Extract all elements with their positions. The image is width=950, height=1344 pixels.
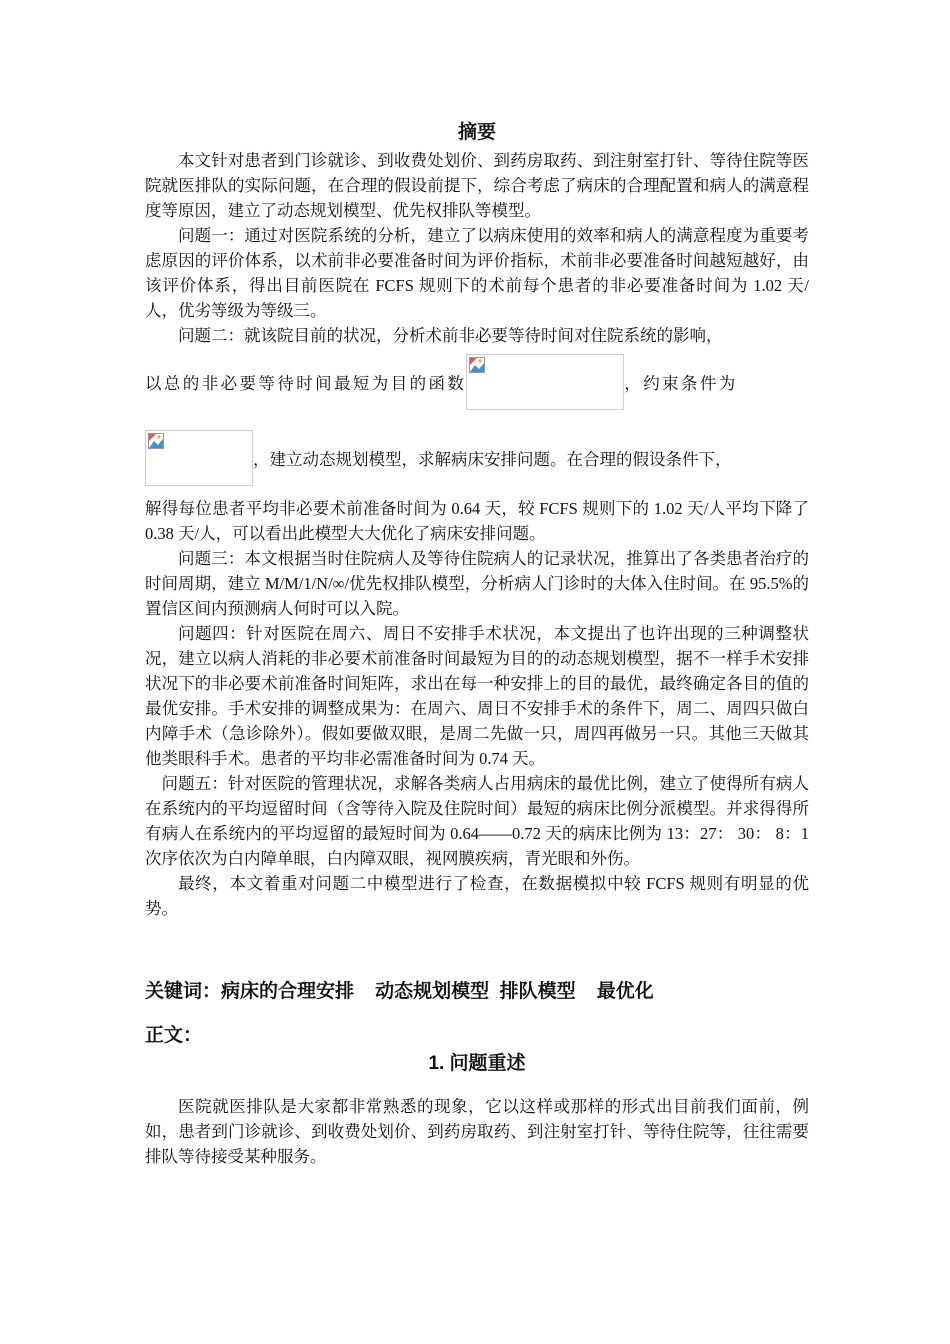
problem-1-paragraph: 问题一：通过对医院系统的分析，建立了以病床使用的效率和病人的满意程度为重要考虑原因的评价体系，以术前非必要准备时间为评价指标，术前非必要准备时间越短越好，由该评价体系，得出目前医院在 FCFS 规则下的术前每个患者的非必要准备时间为 1.02 天/人，优劣等级为等级三。 [145, 226, 809, 320]
problem-5-paragraph: 问题五：针对医院的管理状况，求解各类病人占用病床的最优比例，建立了使得所有病人在系统内的平均逗留时间（含等待入院及住院时间）最短的病床比例分派模型。并求得得所有病人在系统内的平均逗留的最短时间为 0.64——0.72 天的病床比例为 13：27： 30： 8：1 次序依次为白内障单眼，白内障双眼，视网膜疾病，青光眼和外伤。 [145, 774, 809, 868]
problem-4-paragraph: 问题四：针对医院在周六、周日不安排手术状况，本文提出了也许出现的三种调整状况，建立以病人消耗的非必要术前准备时间最短为目的的动态规划模型，据不一样手术安排状况下的非必要术前准备时间矩阵，求出在每一种安排上的目的最优，最终确定各目的值的最优安排。手术安排的调整成果为：在周六、周日不安排手术的条件下，周二、周四只做白内障手术（急诊除外）。假如要做双眼，是周二先做一只，周四再做另一只。其他三天做其他类眼科手术。患者的平均非必需准备时间为 0.74 天。 [145, 624, 809, 768]
objective-function-image [466, 354, 624, 410]
broken-image-icon [469, 357, 485, 373]
problem-2-paragraph-start: 问题二：就该院目前的状况，分析术前非必要等待时间对住院系统的影响， [178, 326, 723, 345]
abstract-intro-paragraph: 本文针对患者到门诊就诊、到收费处划价、到药房取药、到注射室打针、等待住院等医院就医排队的实际问题，在合理的假设前提下，综合考虑了病床的合理配置和病人的满意程度等原因，建立了动态规划模型、优先权排队等模型。 [145, 151, 809, 220]
section-1-paragraph: 医院就医排队是大家都非常熟悉的现象，它以这样或那样的形式出目前我们面前，例如，患者到门诊就诊、到收费处划价、到药房取药、到注射室打针、等待住院等，往往需要排队等待接受某种服务。 [145, 1096, 809, 1166]
problem-2-result-paragraph: 解得每位患者平均非必要术前准备时间为 0.64 天，较 FCFS 规则下的 1.02 天/人平均下降了 0.38 天/人，可以看出此模型大大优化了病床安排问题。 [145, 499, 809, 543]
constraint-image [145, 430, 253, 486]
dynamic-programming-text: ，建立动态规划模型，求解病床安排问题。在合理的假设条件下， [253, 450, 732, 469]
problem-3-paragraph: 问题三：本文根据当时住院病人及等待住院病人的记录状况，推算出了各类患者治疗的时间周期，建立 M/M/1/N/∞/优先权排队模型，分析病人门诊时的大体入住时间。在 95.5%的置信区间内预测病人何时可以入院。 [145, 549, 809, 618]
conclusion-paragraph: 最终，本文着重对问题二中模型进行了检查，在数据模拟中较 FCFS 规则有明显的优势。 [145, 874, 809, 918]
document-page [145, 118, 809, 1169]
problem-2-constraint-line [145, 428, 809, 488]
section-1-title: 1. 问题重述 [428, 1053, 526, 1074]
problem-2-objective-line [145, 352, 809, 412]
objective-function-text: 以总的非必要等待时间最短为目的函数 [145, 374, 467, 393]
body-label: 正文： [145, 1025, 203, 1046]
abstract-title: 摘要 [457, 122, 496, 143]
broken-image-icon [148, 433, 164, 449]
keywords-line: 关键词：病床的合理安排 动态规划模型 排队模型 最优化 [145, 981, 654, 1002]
constraint-text: ，约束条件为 [624, 374, 738, 393]
